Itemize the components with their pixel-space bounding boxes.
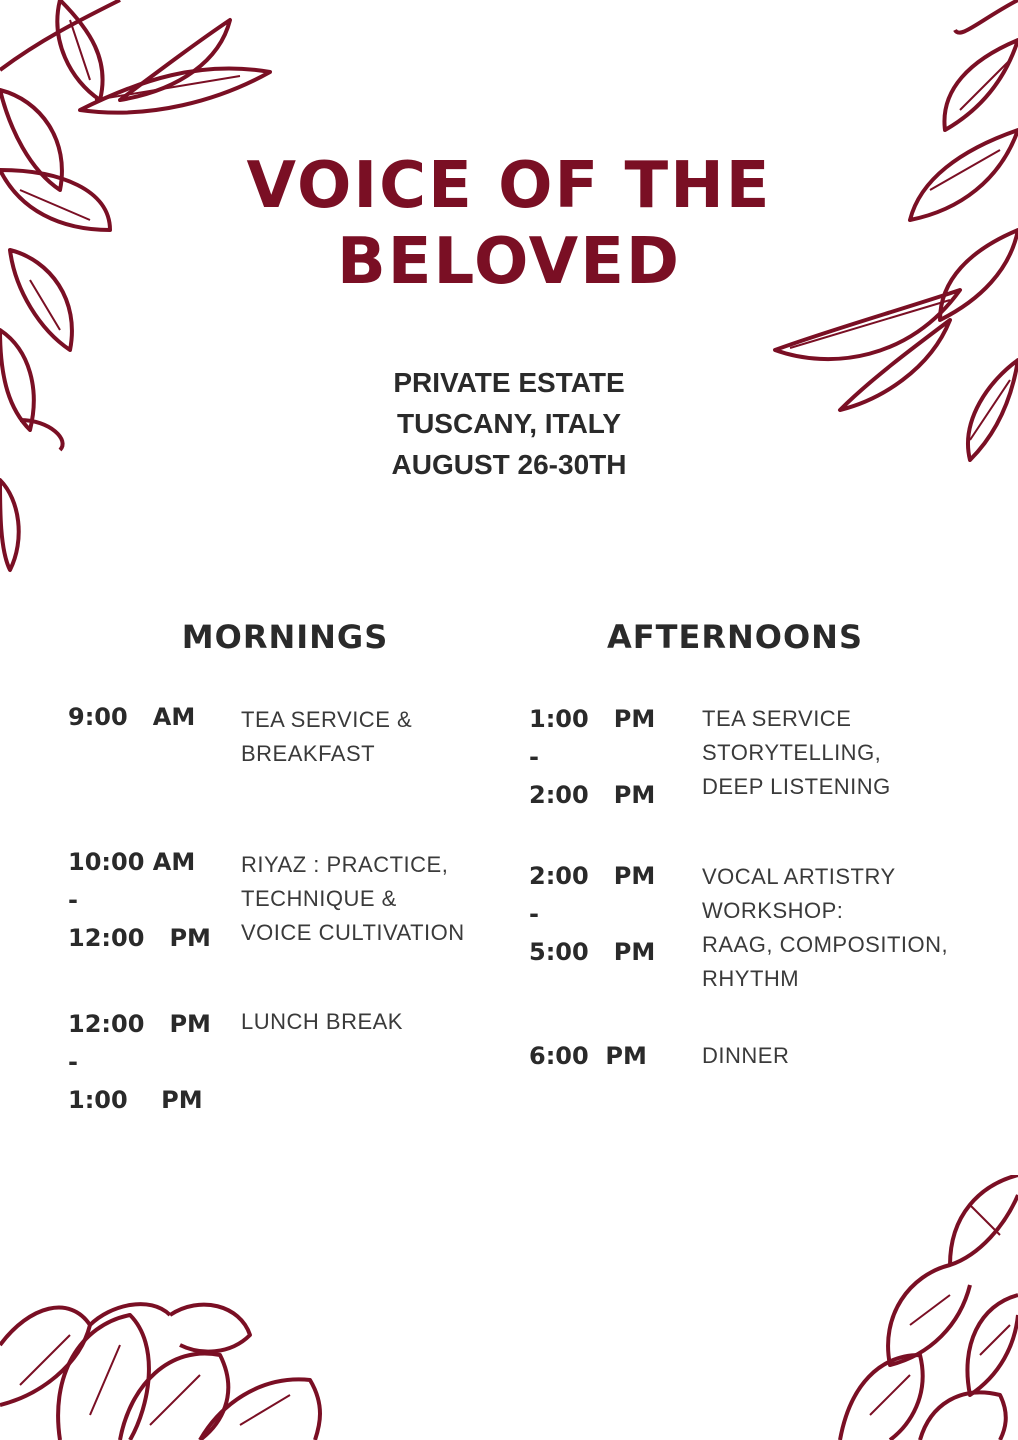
flower-bottom-right-illustration — [830, 1175, 1018, 1440]
title-line-2: BELOVED — [336, 225, 682, 299]
morning-activity-1: TEA SERVICE & BREAKFAST — [241, 707, 413, 766]
dates: AUGUST 26-30TH — [391, 449, 627, 480]
afternoon-activity-3: DINNER — [702, 1043, 790, 1068]
afternoons-heading: AFTERNOONS — [607, 618, 863, 656]
morning-activity-3: LUNCH BREAK — [241, 1009, 403, 1034]
title-line-1: VOICE OF THE — [246, 149, 772, 223]
morning-time-2: 10:00 AM - 12:00 PM — [68, 848, 211, 952]
poster-title — [0, 148, 1018, 300]
afternoon-activity-1: TEA SERVICE STORYTELLING, DEEP LISTENING — [702, 706, 891, 799]
afternoon-time-1: 1:00 PM - 2:00 PM — [529, 705, 656, 809]
morning-activity-2: RIYAZ : PRACTICE, TECHNIQUE & VOICE CULTIVATION — [241, 852, 465, 945]
afternoon-time-3: 6:00 PM — [529, 1042, 647, 1070]
mornings-heading: MORNINGS — [181, 618, 389, 656]
location: TUSCANY, ITALY — [396, 408, 622, 439]
flower-bottom-left-illustration — [0, 1285, 330, 1440]
morning-time-3: 12:00 PM - 1:00 PM — [68, 1010, 211, 1114]
afternoon-time-2: 2:00 PM - 5:00 PM — [529, 862, 656, 966]
morning-time-1: 9:00 AM — [68, 703, 196, 731]
venue: PRIVATE ESTATE — [393, 367, 625, 398]
event-details — [0, 362, 1018, 485]
afternoon-activity-2: VOCAL ARTISTRY WORKSHOP: RAAG, COMPOSITION, RHYTHM — [702, 864, 949, 991]
